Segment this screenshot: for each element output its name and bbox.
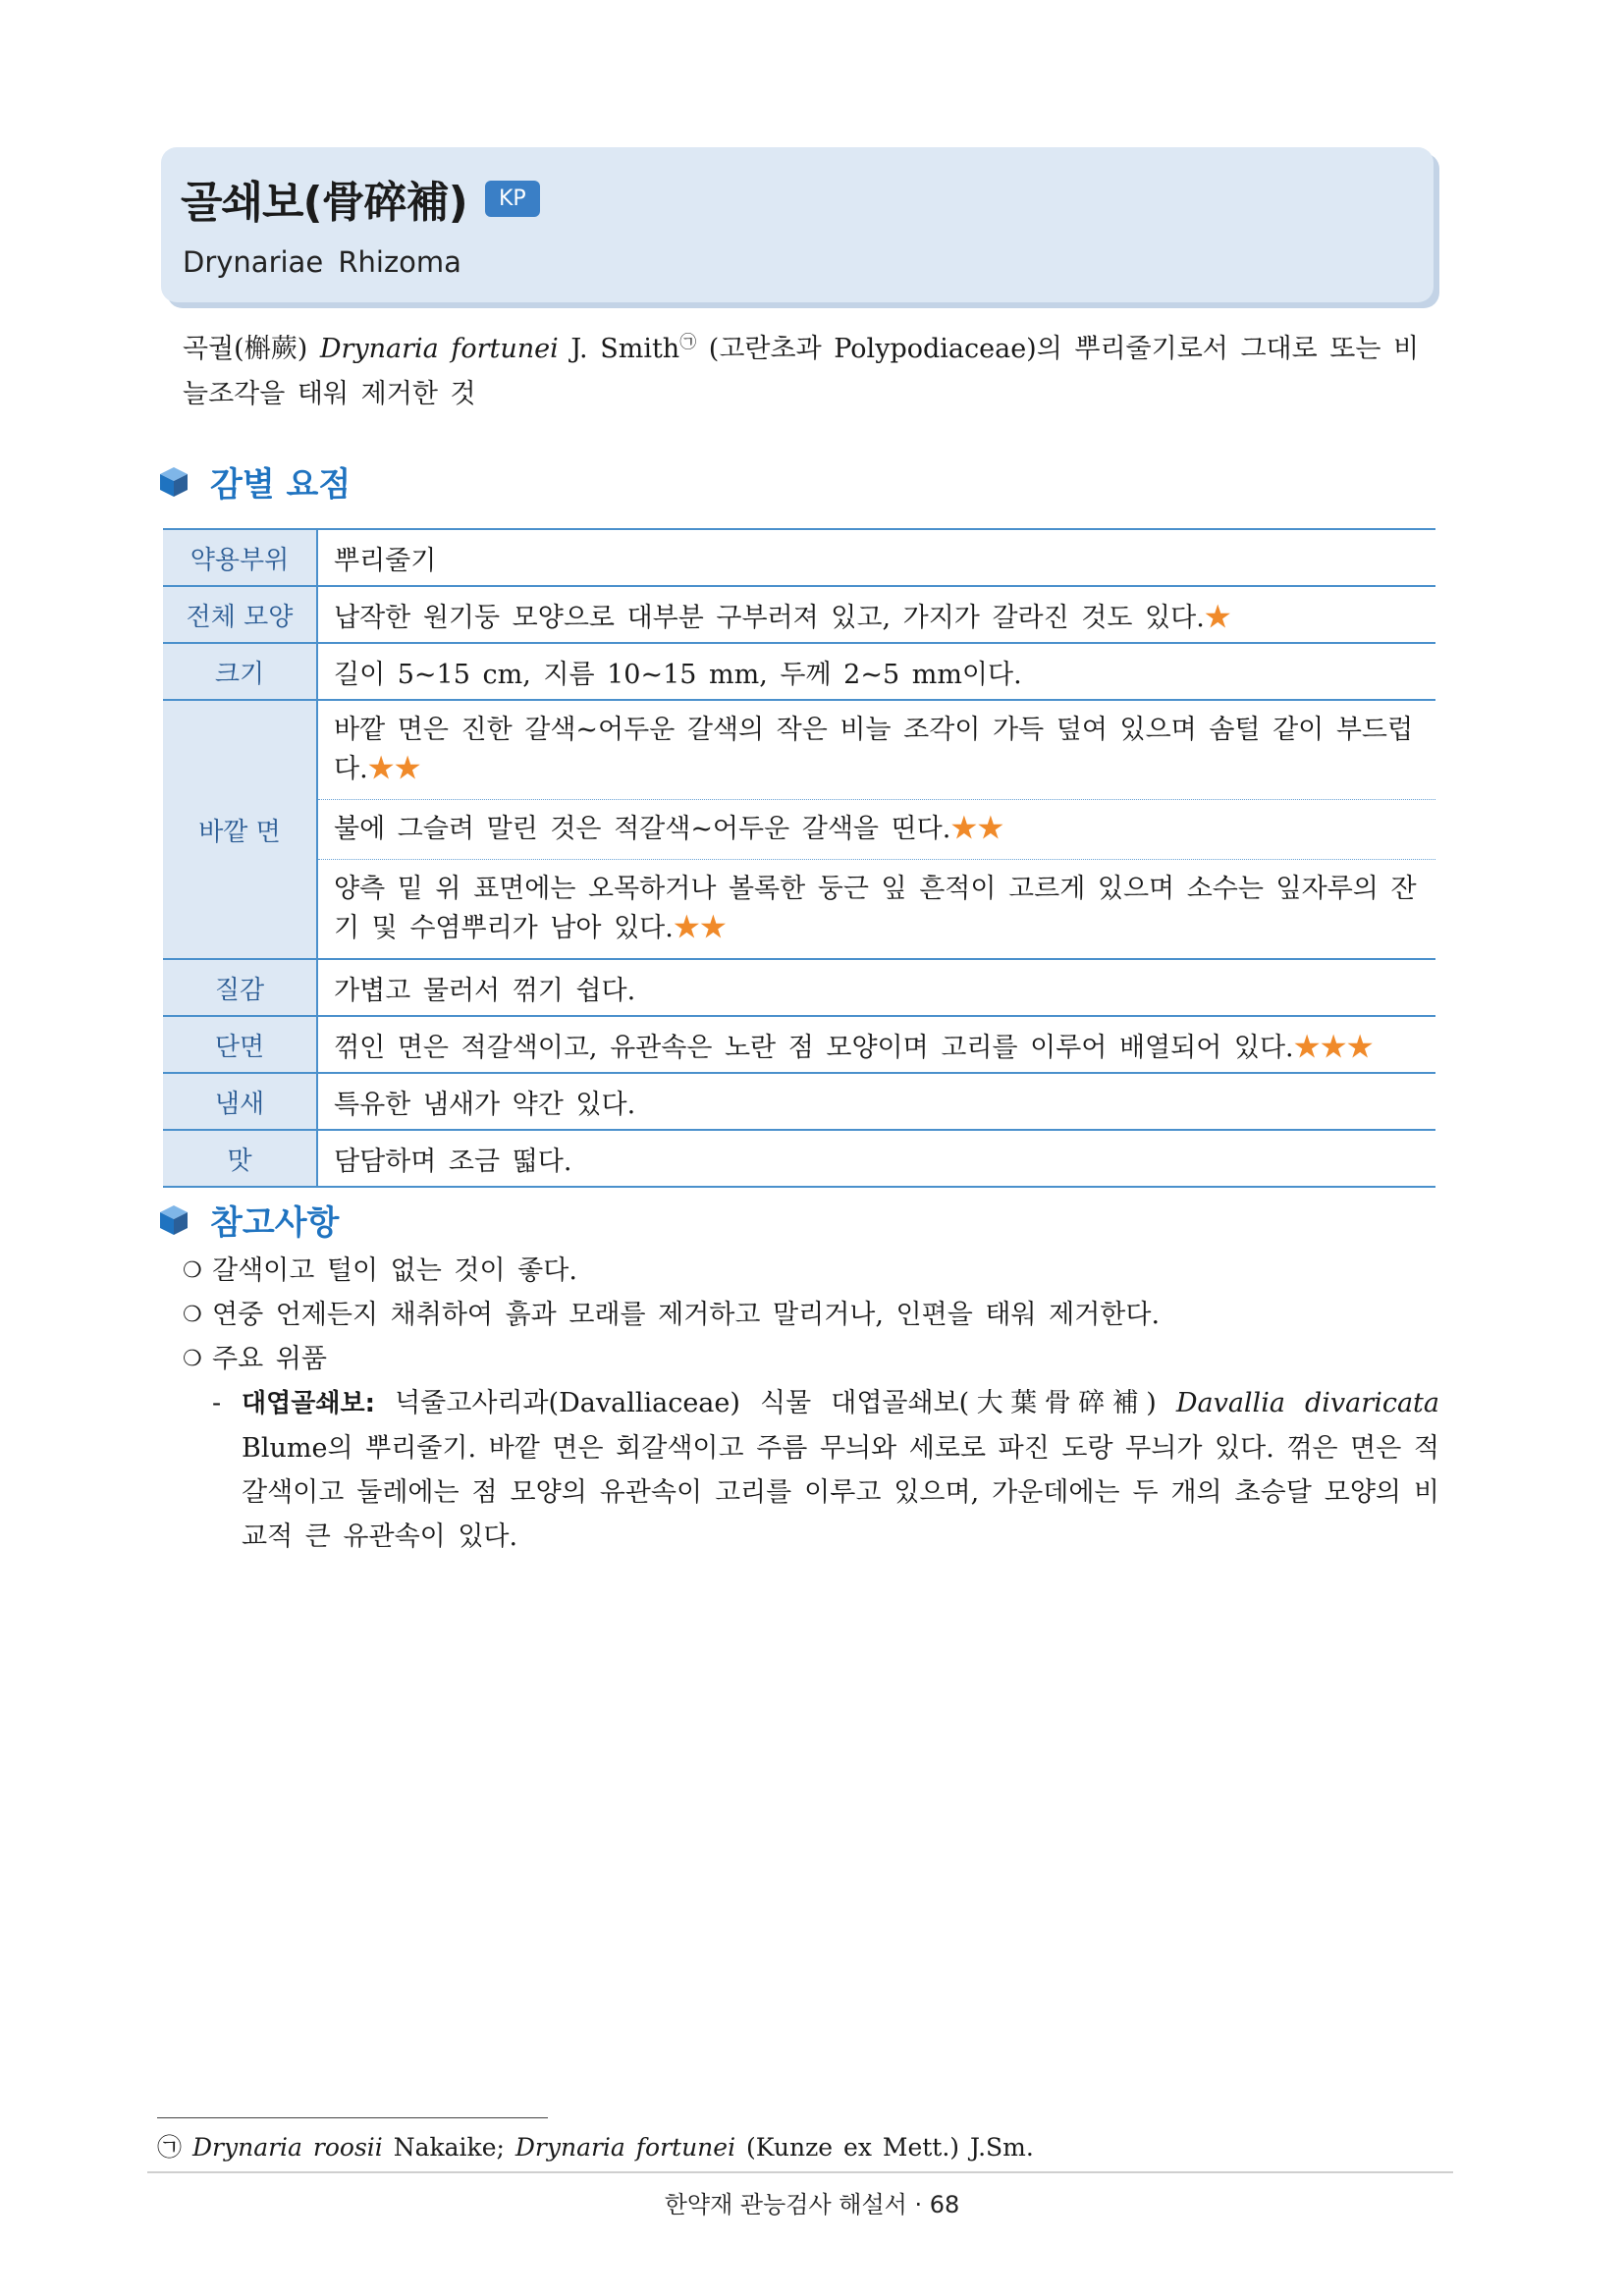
row-value <box>317 959 1435 1016</box>
row-value <box>317 586 1435 643</box>
definition-species: Drynaria fortunei <box>319 334 559 364</box>
table-row <box>163 643 1435 700</box>
sub-row-value <box>318 860 1435 958</box>
list-item-text: 주요 위품 <box>212 1344 327 1374</box>
section-reference-heading <box>157 1196 339 1244</box>
page-footer: 한약재 관능검사 해설서 · 68 <box>664 2191 960 2218</box>
row-text: 길이 5~15 cm, 지름 10~15 mm, 두께 2~5 mm이다. <box>334 659 1022 690</box>
definition-suffix: (고란초과 Polypodiaceae)의 뿌리줄기로서 그대로 또는 비늘조각을 태워 제거한 것 <box>183 334 1420 409</box>
title-box <box>161 147 1434 302</box>
row-label: 크기 <box>163 643 317 700</box>
definition <box>183 320 1435 417</box>
bullet-icon: ❍ <box>183 1347 202 1371</box>
cube-icon <box>157 465 190 499</box>
list-item-text: 연중 언제든지 채취하여 흙과 모래를 제거하고 말리거나, 인편을 태워 제거한다. <box>212 1300 1161 1330</box>
cube-icon <box>157 1203 190 1237</box>
section-identification-title: 감별 요점 <box>210 465 352 505</box>
star-rating: ★★ <box>367 754 421 784</box>
sub-text-part: 넉줄고사리과(Davalliaceae) 식물 대엽골쇄보(大葉骨碎補) <box>374 1388 1176 1418</box>
footnote <box>157 2128 1034 2163</box>
row-value <box>317 1016 1435 1073</box>
latin-name: Drynariae Rhizoma <box>183 245 461 279</box>
table-row <box>163 586 1435 643</box>
row-label: 단면 <box>163 1016 317 1073</box>
sub-row-value <box>318 701 1435 800</box>
definition-prefix: 곡궐(槲蕨) <box>183 334 320 364</box>
bullet-icon: ❍ <box>183 1258 202 1283</box>
star-rating: ★ <box>1204 602 1231 633</box>
table-row <box>163 529 1435 586</box>
footnote-author-2: (Kunze ex Mett.) J.Sm. <box>735 2133 1034 2162</box>
footer-divider <box>147 2171 1453 2173</box>
definition-author: J. Smith <box>558 334 680 364</box>
row-text: 바깥 면은 진한 갈색~어두운 갈색의 작은 비늘 조각이 가득 덮여 있으며 솜털 같이 부드럽다. <box>334 715 1414 784</box>
dash-marker: - <box>212 1388 222 1418</box>
page-title: 골쇄보(骨碎補) <box>181 178 467 228</box>
row-text: 양측 밑 위 표면에는 오목하거나 볼록한 둥근 잎 흔적이 고르게 있으며 소수는 잎자루의 잔기 및 수염뿌리가 남아 있다. <box>334 874 1417 943</box>
star-rating: ★★ <box>950 814 1004 844</box>
row-text: 특유한 냄새가 약간 있다. <box>334 1089 636 1120</box>
table-row <box>163 1073 1435 1130</box>
table-row <box>163 1016 1435 1073</box>
footnote-divider <box>157 2117 548 2118</box>
footnote-species-1: Drynaria roosii <box>191 2133 383 2162</box>
row-value <box>317 643 1435 700</box>
row-value <box>317 1073 1435 1130</box>
row-value <box>317 1130 1435 1187</box>
row-text: 꺾인 면은 적갈색이고, 유관속은 노란 점 모양이며 고리를 이루어 배열되어 있다. <box>334 1032 1294 1063</box>
row-label: 바깥 면 <box>163 700 317 959</box>
row-value <box>317 700 1435 959</box>
table-row <box>163 1130 1435 1187</box>
row-value <box>317 529 1435 586</box>
list-item <box>183 1249 1449 1293</box>
sub-list-item <box>183 1381 1449 1559</box>
counterfeit-name: 대엽골쇄보: <box>242 1389 375 1418</box>
sub-list-item-text <box>242 1381 1439 1559</box>
footnote-marker: ㉠ <box>157 2133 183 2162</box>
row-text: 불에 그슬려 말린 것은 적갈색~어두운 갈색을 띤다. <box>334 814 951 844</box>
footnote-mark[interactable]: ㉠ <box>679 333 697 352</box>
row-text: 뿌리줄기 <box>334 545 437 576</box>
bullet-icon: ❍ <box>183 1303 202 1327</box>
footnote-author-1: Nakaike; <box>382 2133 515 2162</box>
sub-row-value <box>318 800 1435 860</box>
row-label: 냄새 <box>163 1073 317 1130</box>
table-row <box>163 959 1435 1016</box>
list-item <box>183 1293 1449 1337</box>
section-identification-heading <box>157 457 351 506</box>
row-label: 약용부위 <box>163 529 317 586</box>
section-reference-title: 참고사항 <box>210 1203 340 1243</box>
row-label: 질감 <box>163 959 317 1016</box>
counterfeit-species: Davallia divaricata <box>1175 1388 1439 1418</box>
row-label: 전체 모양 <box>163 586 317 643</box>
row-text: 납작한 원기둥 모양으로 대부분 구부러져 있고, 가지가 갈라진 것도 있다. <box>334 602 1205 633</box>
sub-text-part: Blume의 뿌리줄기. 바깥 면은 회갈색이고 주름 무늬와 세로로 파진 도랑 무늬가 있다. 꺾은 면은 적갈색이고 둘레에는 점 모양의 유관속이 고리를 이루고 있으며, 가운데에는 두 개의 초승달 모양의 비교적 큰 유관속이 있다. <box>242 1433 1439 1552</box>
kp-badge: KP <box>485 181 540 217</box>
star-rating: ★★★ <box>1293 1032 1374 1063</box>
row-text: 담담하며 조금 떫다. <box>334 1146 572 1177</box>
table-row <box>163 700 1435 959</box>
footnote-species-2: Drynaria fortunei <box>514 2133 736 2162</box>
star-rating: ★★ <box>673 913 727 943</box>
reference-list <box>183 1249 1449 1559</box>
list-item-text: 갈색이고 털이 없는 것이 좋다. <box>212 1255 577 1286</box>
list-item <box>183 1337 1449 1381</box>
identification-table <box>163 528 1435 1188</box>
row-text: 가볍고 물러서 꺾기 쉽다. <box>334 975 636 1006</box>
row-label: 맛 <box>163 1130 317 1187</box>
